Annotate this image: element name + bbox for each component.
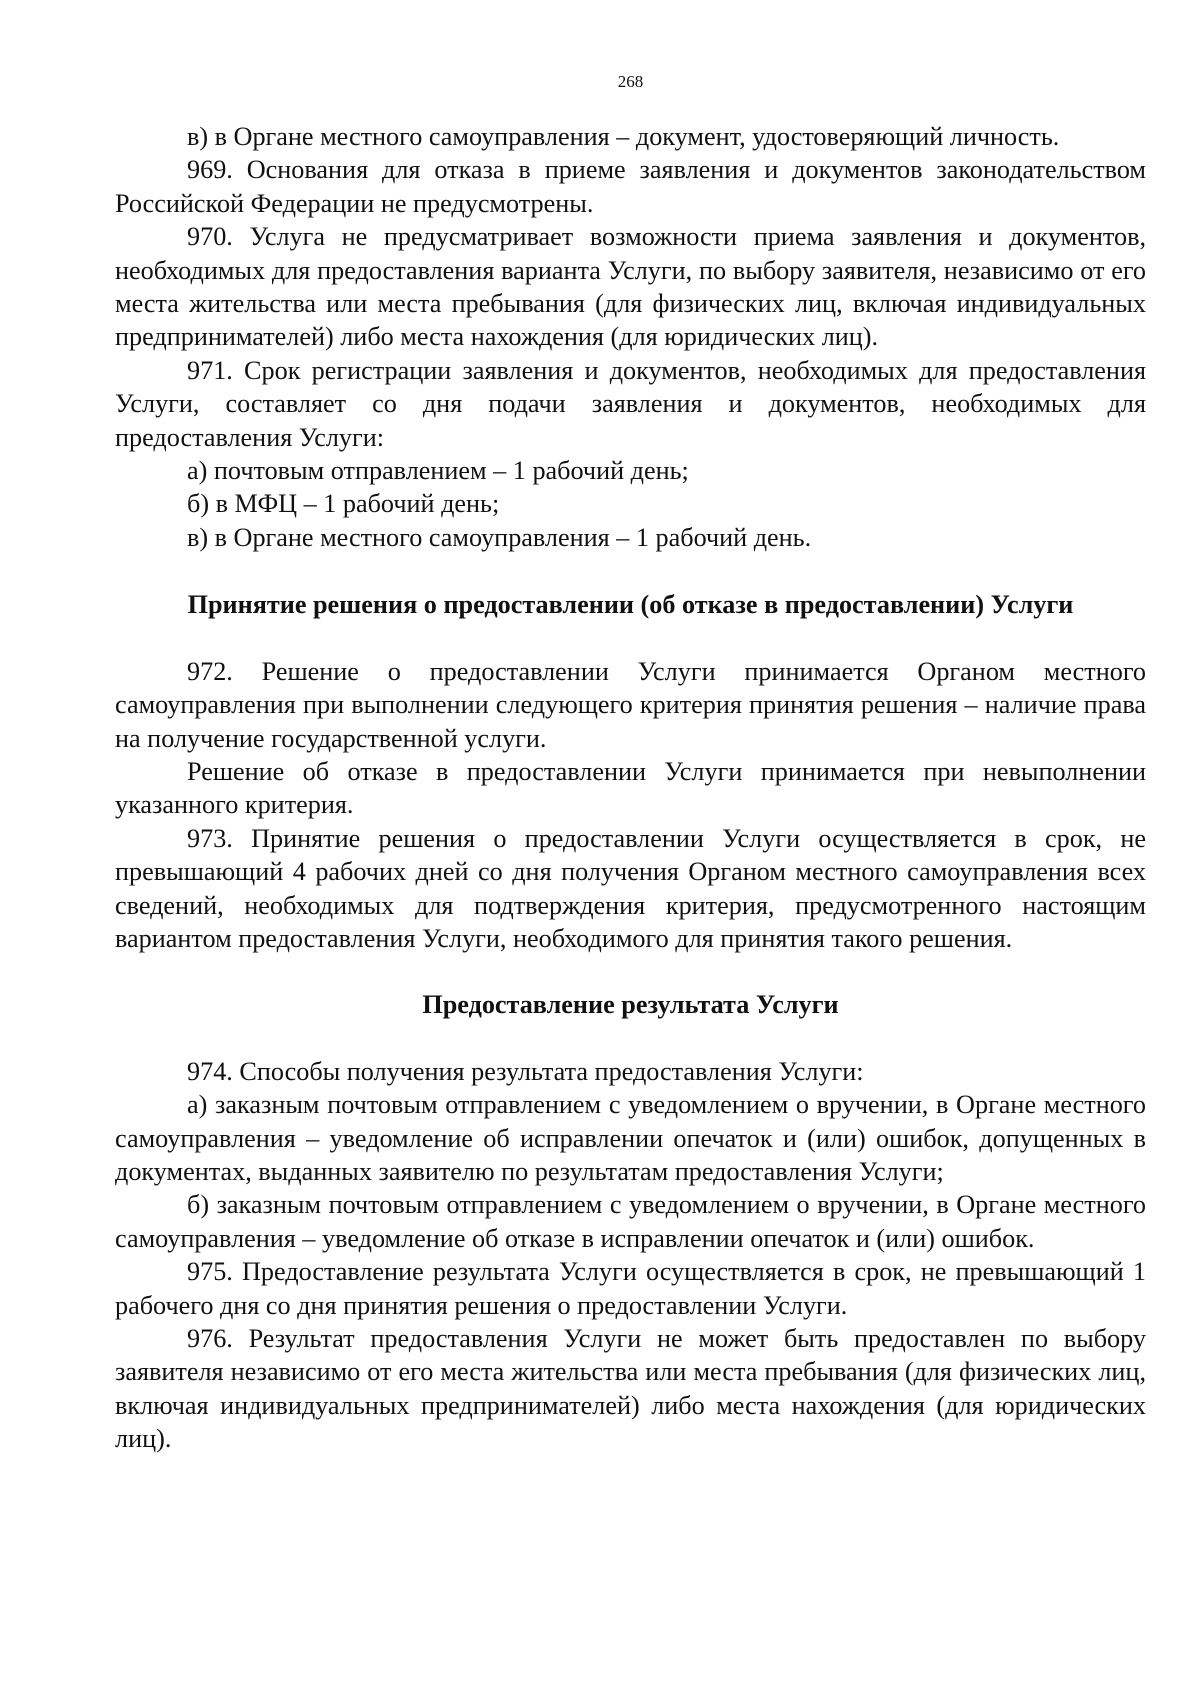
paragraph-item-v-self-government-day: в) в Органе местного самоуправления – 1 рабочий день.: [187, 522, 812, 552]
paragraph-973: 973. Принятие решения о предоставлении Услуги осуществляется в срок, не превышающий 4 рабочих дней со дня получения Органом местного самоуправления всех сведений, необходимых для подтверждения критерия, предусмотренного настоящим вариантом предоставления Услуги, необходимого для принятия такого решения.: [115, 823, 1146, 953]
paragraph-971: 971. Срок регистрации заявления и документов, необходимых для предоставления Услуги, составляет со дня подачи заявления и документов, необходимых для предоставления Услуги:: [115, 355, 1146, 452]
paragraph-974: 974. Способы получения результата предоставления Услуги:: [187, 1056, 864, 1086]
paragraph-972: 972. Решение о предоставлении Услуги принимается Органом местного самоуправления при выполнении следующего критерия принятия решения – наличие права на получение государственной услуги.: [115, 656, 1146, 753]
paragraph-975: 975. Предоставление результата Услуги осуществляется в срок, не превышающий 1 рабочего дня со дня принятия решения о предоставлении Услуги.: [115, 1257, 1146, 1320]
document-body: [115, 120, 1146, 1456]
paragraph-item-v-self-government: в) в Органе местного самоуправления – документ, удостоверяющий личность.: [187, 122, 1060, 151]
page-number: 268: [617, 72, 644, 91]
paragraph-refusal-decision: Решение об отказе в предоставлении Услуги принимается при невыполнении указанного критерия.: [115, 756, 1146, 820]
paragraph-974-item-a: а) заказным почтовым отправлением с уведомлением о вручении, в Органе местного самоуправления – уведомление об исправлении опечаток и (или) ошибок, допущенных в документах, выданных заявителю по результатам предоставления Услуги;: [115, 1090, 1146, 1186]
section-heading-decision: Принятие решения о предоставлении (об отказе в предоставлении) Услуги: [187, 590, 1074, 620]
paragraph-item-a-post: а) почтовым отправлением – 1 рабочий день;: [187, 456, 689, 486]
paragraph-974-item-b: б) заказным почтовым отправлением с уведомлением о вручении, в Органе местного самоуправления – уведомление об отказе в исправлении опечаток и (или) ошибок.: [115, 1190, 1146, 1253]
paragraph-969: 969. Основания для отказа в приеме заявления и документов законодательством Российской Федерации не предусмотрены.: [115, 155, 1146, 218]
section-heading-result: Предоставление результата Услуги: [422, 990, 839, 1020]
paragraph-item-b-mfc: б) в МФЦ – 1 рабочий день;: [187, 489, 500, 519]
paragraph-976: 976. Результат предоставления Услуги не может быть предоставлен по выбору заявителя независимо от его места жительства или места пребывания (для физических лиц, включая индивидуальных предпринимателей) либо места нахождения (для юридических лиц).: [115, 1324, 1146, 1454]
paragraph-970: 970. Услуга не предусматривает возможности приема заявления и документов, необходимых для предоставления варианта Услуги, по выбору заявителя, независимо от его места жительства или места пребывания (для физических лиц, включая индивидуальных предпринимателей) либо места нахождения (для юридических лиц).: [115, 222, 1146, 352]
